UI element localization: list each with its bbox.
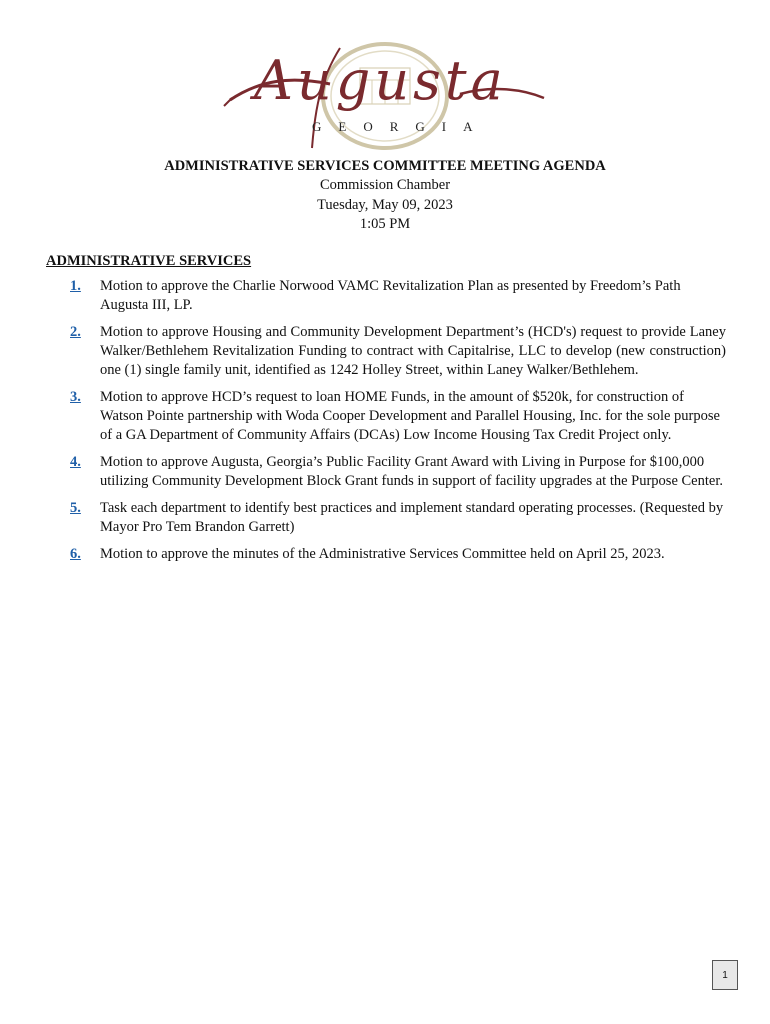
agenda-item-text: Motion to approve Housing and Community Development Department’s (HCD's) request to provide Laney Walker/Bethlehem Revitalization Funding to contract with Capitalrise, LLC to develop (new construction) one (1) single family unit, identified as 1242 Holley Street, within Laney Walker/Bethlehem. bbox=[100, 324, 726, 378]
agenda-item-text: Motion to approve the Charlie Norwood VAMC Revitalization Plan as presented by Freedom’s Path Augusta III, LP. bbox=[100, 278, 681, 313]
agenda-item-text: Task each department to identify best practices and implement standard operating processes. (Requested by Mayor Pro Tem Brandon Garrett) bbox=[100, 500, 724, 535]
agenda-item-text: Motion to approve HCD’s request to loan HOME Funds, in the amount of $520k, for construction of Watson Pointe partnership with Woda Cooper Development and Parallel Housing, Inc. for the sole purpose of a GA Department of Community Affairs (DCAs) Low Income Housing Tax Credit Project only. bbox=[100, 389, 720, 443]
agenda-item bbox=[70, 388, 726, 445]
agenda-item bbox=[70, 277, 726, 315]
logo-state-label: GEORGIA bbox=[312, 119, 490, 134]
augusta-logo bbox=[220, 40, 550, 158]
agenda-item-link[interactable]: 2. bbox=[70, 324, 81, 340]
agenda-item-text: Motion to approve the minutes of the Administrative Services Committee held on April 25, 2023. bbox=[100, 546, 665, 562]
meeting-time: 1:05 PM bbox=[359, 216, 411, 232]
agenda-title: ADMINISTRATIVE SERVICES COMMITTEE MEETING AGENDA bbox=[164, 158, 606, 174]
agenda-item-link[interactable]: 6. bbox=[70, 546, 81, 562]
agenda-item-link[interactable]: 3. bbox=[70, 389, 81, 405]
agenda-item-text: Motion to approve Augusta, Georgia’s Public Facility Grant Award with Living in Purpose for $100,000 utilizing Community Development Block Grant funds in support of facility upgrades at the Purpose Center. bbox=[100, 454, 723, 489]
agenda-items bbox=[70, 277, 726, 572]
agenda-item-link[interactable]: 4. bbox=[70, 454, 81, 470]
meeting-date: Tuesday, May 09, 2023 bbox=[317, 196, 453, 213]
agenda-item bbox=[70, 453, 726, 491]
meeting-location: Commission Chamber bbox=[319, 177, 451, 193]
page-number: 1 bbox=[712, 960, 738, 990]
section-title: ADMINISTRATIVE SERVICES bbox=[46, 253, 252, 269]
agenda-item-link[interactable]: 5. bbox=[70, 500, 81, 516]
agenda-item-link[interactable]: 1. bbox=[70, 278, 81, 294]
agenda-item bbox=[70, 323, 726, 380]
agenda-item bbox=[70, 499, 726, 537]
logo-wordmark: Augusta bbox=[254, 49, 507, 112]
agenda-header bbox=[0, 157, 770, 235]
agenda-item bbox=[70, 545, 726, 564]
